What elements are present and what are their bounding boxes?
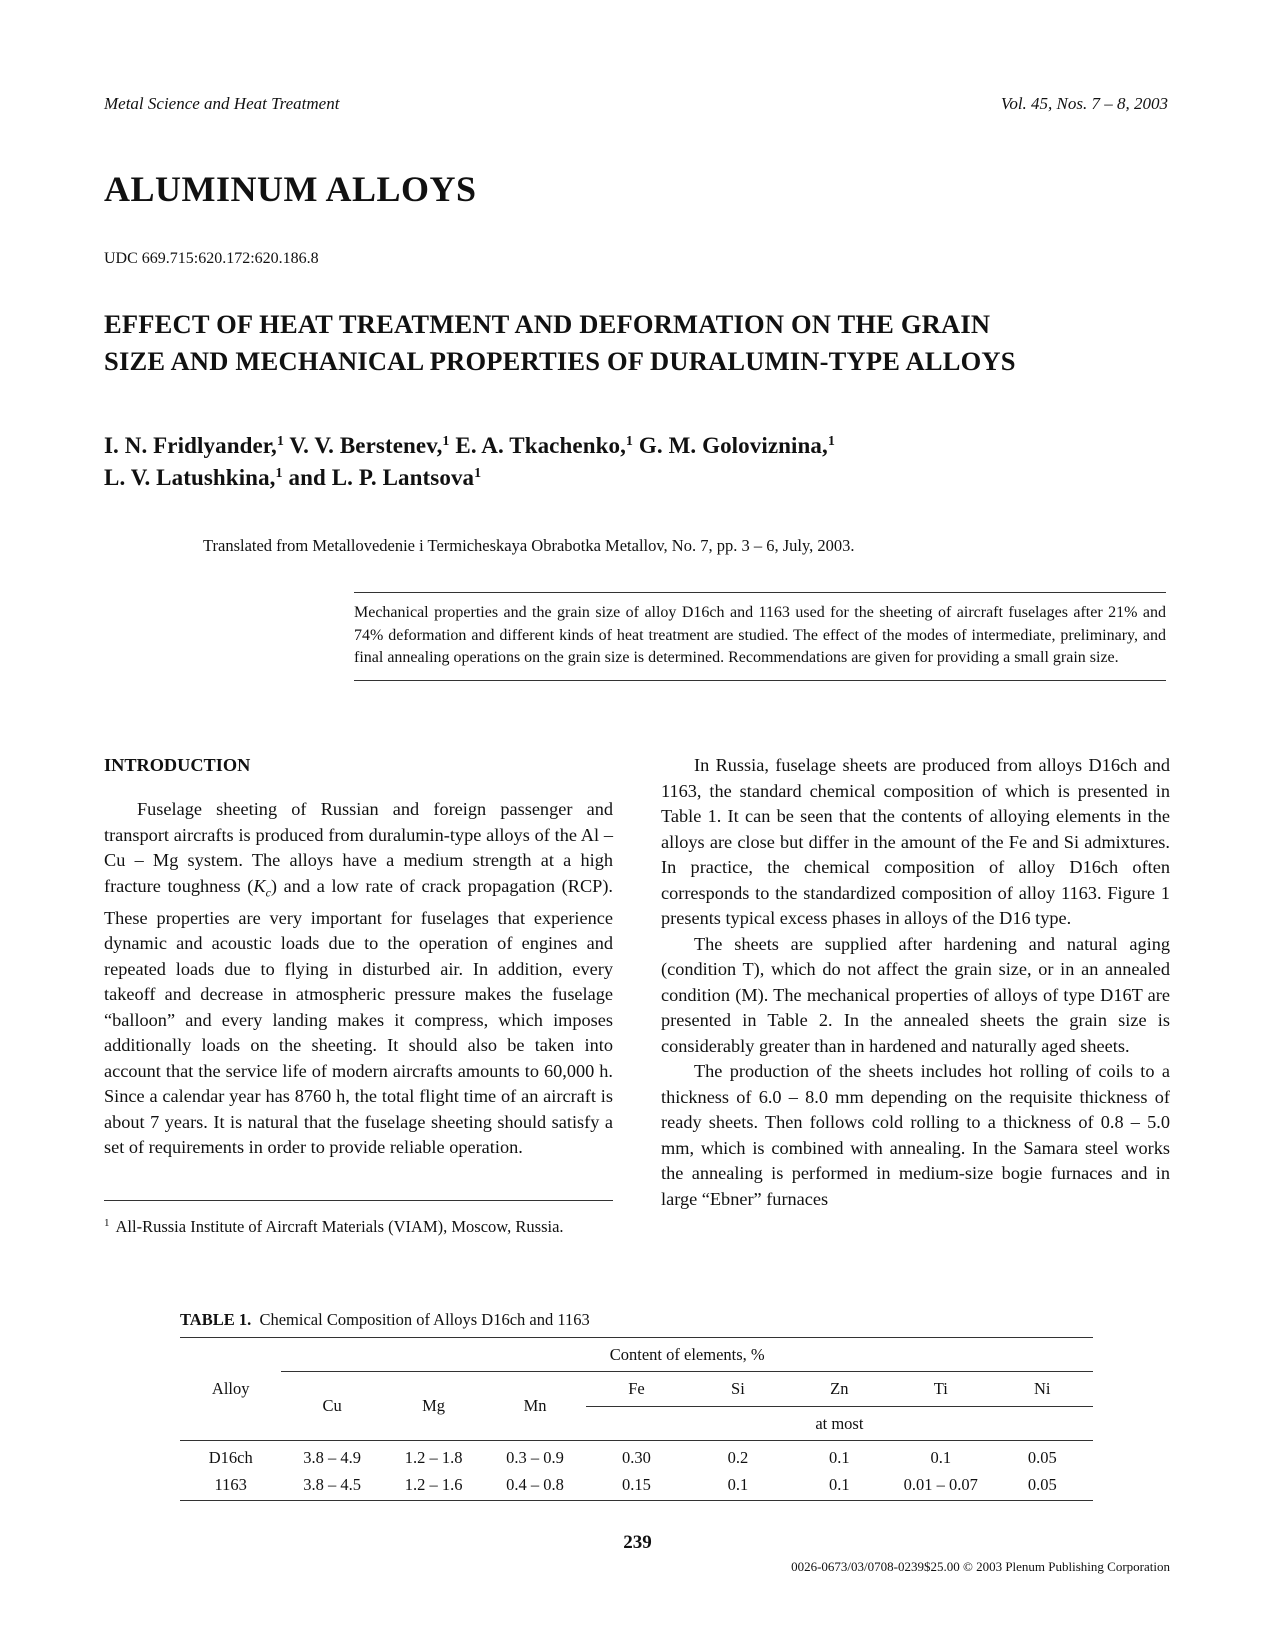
table-row (180, 1441, 1093, 1471)
paragraph: The production of the sheets includes hot rolling of coils to a thickness of 6.0 – 8.0 mm depending on the requisite thickness of ready sheets. Then follows cold rolling to a thickness of 0.8 – 5.0 mm, which is combined with annealing. In the Samara steel works the annealing is performed in medium-size bogie furnaces and in large “Ebner” furnaces (661, 1061, 1170, 1209)
footnote-mark: 1 (104, 1217, 110, 1229)
table-cell: 0.01 – 0.07 (903, 1475, 978, 1495)
table-title: Chemical Composition of Alloys D16ch and 1163 (259, 1310, 590, 1329)
author-name: G. M. Goloviznina, (633, 433, 828, 458)
table-cell: 0.2 (727, 1447, 749, 1467)
affiliation-mark: 1 (275, 466, 283, 481)
table-cell: 0.05 (1027, 1447, 1057, 1467)
table-cell: 0.1 (727, 1475, 749, 1495)
translation-note: Translated from Metallovedenie i Termicheskaya Obrabotka Metallov, No. 7, pp. 3 – 6, July, 2003. (203, 536, 855, 555)
table-cell: 0.4 – 0.8 (506, 1475, 564, 1495)
abstract: Mechanical properties and the grain size of alloy D16ch and 1163 used for the sheeting of aircraft fuselages after 21% and 74% deformation and different kinds of heat treatment are studied. The effect of the modes of intermediate, preliminary, and final annealing operations on the grain size is determined. Recommendations are given for providing a small grain size. (354, 592, 1166, 681)
page-number: 239 (623, 1532, 652, 1553)
paragraph: In Russia, fuselage sheets are produced from alloys D16ch and 1163, the standard chemical composition of which is presented in Table 1. It can be seen that the contents of alloying elements in the alloys are close but differ in the amount of the Fe and Si admixtures. In practice, the chemical composition of alloy D16ch often corresponds to the standardized composition of alloy 1163. Figure 1 presents typical excess phases in alloys of the D16 type. (661, 755, 1170, 928)
fracture-toughness-symbol: K (253, 875, 266, 896)
article-title (104, 306, 1174, 380)
table-caption (180, 1310, 590, 1330)
cell-alloy: D16ch (208, 1447, 253, 1467)
title-line-1: EFFECT OF HEAT TREATMENT AND DEFORMATION ON THE GRAIN (104, 309, 991, 339)
affiliation-mark: 1 (827, 434, 835, 449)
affiliation-mark: 1 (276, 434, 284, 449)
title-line-2: SIZE AND MECHANICAL PROPERTIES OF DURALUMIN-TYPE ALLOYS (104, 346, 1016, 376)
author-name: I. N. Fridlyander, (104, 433, 277, 458)
header-at-most: at most (586, 1407, 1093, 1441)
author-list (104, 430, 835, 494)
table-row (180, 1471, 1093, 1501)
author-name: L. V. Latushkina, (104, 465, 276, 490)
header-element: Mg (383, 1372, 484, 1441)
journal-name: Metal Science and Heat Treatment (104, 94, 340, 113)
table-cell: 1.2 – 1.6 (404, 1475, 463, 1495)
table-cell: 0.1 (930, 1447, 952, 1467)
table-cell: 3.8 – 4.9 (303, 1447, 362, 1467)
section-heading: ALUMINUM ALLOYS (104, 169, 477, 209)
cell-alloy: 1163 (214, 1475, 247, 1495)
paragraph: The sheets are supplied after hardening and natural aging (condition T), which do not affect the grain size, or in an annealed condition (M). The mechanical properties of alloys of type D16T are presented in Table 2. In the annealed sheets the grain size is considerably greater than in hardened and naturally aged sheets. (661, 933, 1170, 1056)
table-cell: 0.1 (829, 1475, 850, 1495)
table-label: TABLE 1. (180, 1310, 252, 1329)
subscript: c (265, 885, 271, 900)
header-element: Cu (281, 1372, 382, 1441)
author-name: V. V. Berstenev, (283, 433, 443, 458)
udc-code: UDC 669.715:620.172:620.186.8 (104, 250, 319, 267)
table-1 (180, 1337, 1093, 1501)
affiliation-mark: 1 (625, 434, 634, 449)
header-alloy: Alloy (180, 1338, 281, 1441)
header-element: Ti (890, 1372, 991, 1407)
left-column (104, 753, 613, 1161)
header-element: Mn (484, 1372, 585, 1441)
table-cell: 1.2 – 1.8 (404, 1447, 463, 1467)
header-element: Zn (789, 1372, 890, 1407)
footnote-text: All-Russia Institute of Aircraft Materials (VIAM), Moscow, Russia. (115, 1217, 564, 1236)
authors-line-1 (104, 430, 835, 462)
header-element: Fe (586, 1372, 687, 1407)
author-name: E. A. Tkachenko, (449, 433, 626, 458)
header-element: Ni (992, 1372, 1094, 1407)
footnote-divider (104, 1200, 613, 1201)
table-cell: 3.8 – 4.5 (303, 1475, 362, 1495)
affiliation-mark: 1 (474, 466, 482, 481)
table-cell: 0.1 (829, 1447, 850, 1467)
footnote (104, 1212, 613, 1238)
composition-table (180, 1337, 1093, 1501)
paragraph (104, 797, 613, 1161)
header-element: Si (687, 1372, 788, 1407)
author-name: and L. P. Lantsova (282, 465, 475, 490)
table-cell: 0.30 (622, 1447, 651, 1467)
paragraph-text: ) and a low rate of crack propagation (RCP). These properties are very important for fuselages that experience dynamic and acoustic loads due to the operation of engines and repeated loads due to flying in disturbed air. In addition, every takeoff and decrease in atmospheric pressure makes the fuselage “balloon” and every landing makes it compress, which imposes additionally loads on the sheeting. It should also be taken into account that the service life of modern aircrafts amounts to 60,000 h. Since a calendar year has 8760 h, the total flight time of an aircraft is about 7 years. It is natural that the fuselage sheeting should satisfy a set of requirements in order to provide reliable operation. (104, 875, 613, 1158)
volume-info: Vol. 45, Nos. 7 – 8, 2003 (1000, 94, 1168, 113)
table-cell: 0.15 (622, 1475, 651, 1495)
table-cell: 0.3 – 0.9 (506, 1447, 564, 1467)
introduction-heading: INTRODUCTION (104, 755, 251, 775)
paragraph-text: Fuselage sheeting of Russian and foreign passenger and transport aircrafts is produced from duralumin-type alloys of the Al – Cu – Mg system. The alloys have a medium strength at a high fracture toughness ( (104, 799, 613, 896)
header-content-group: Content of elements, % (281, 1338, 1093, 1372)
copyright-line: 0026-0673/03/0708-0239$25.00 © 2003 Plenum Publishing Corporation (791, 1559, 1170, 1574)
table-cell: 0.05 (1027, 1475, 1057, 1495)
affiliation-mark: 1 (442, 434, 450, 449)
right-column (661, 753, 1170, 1212)
authors-line-2 (104, 462, 835, 494)
